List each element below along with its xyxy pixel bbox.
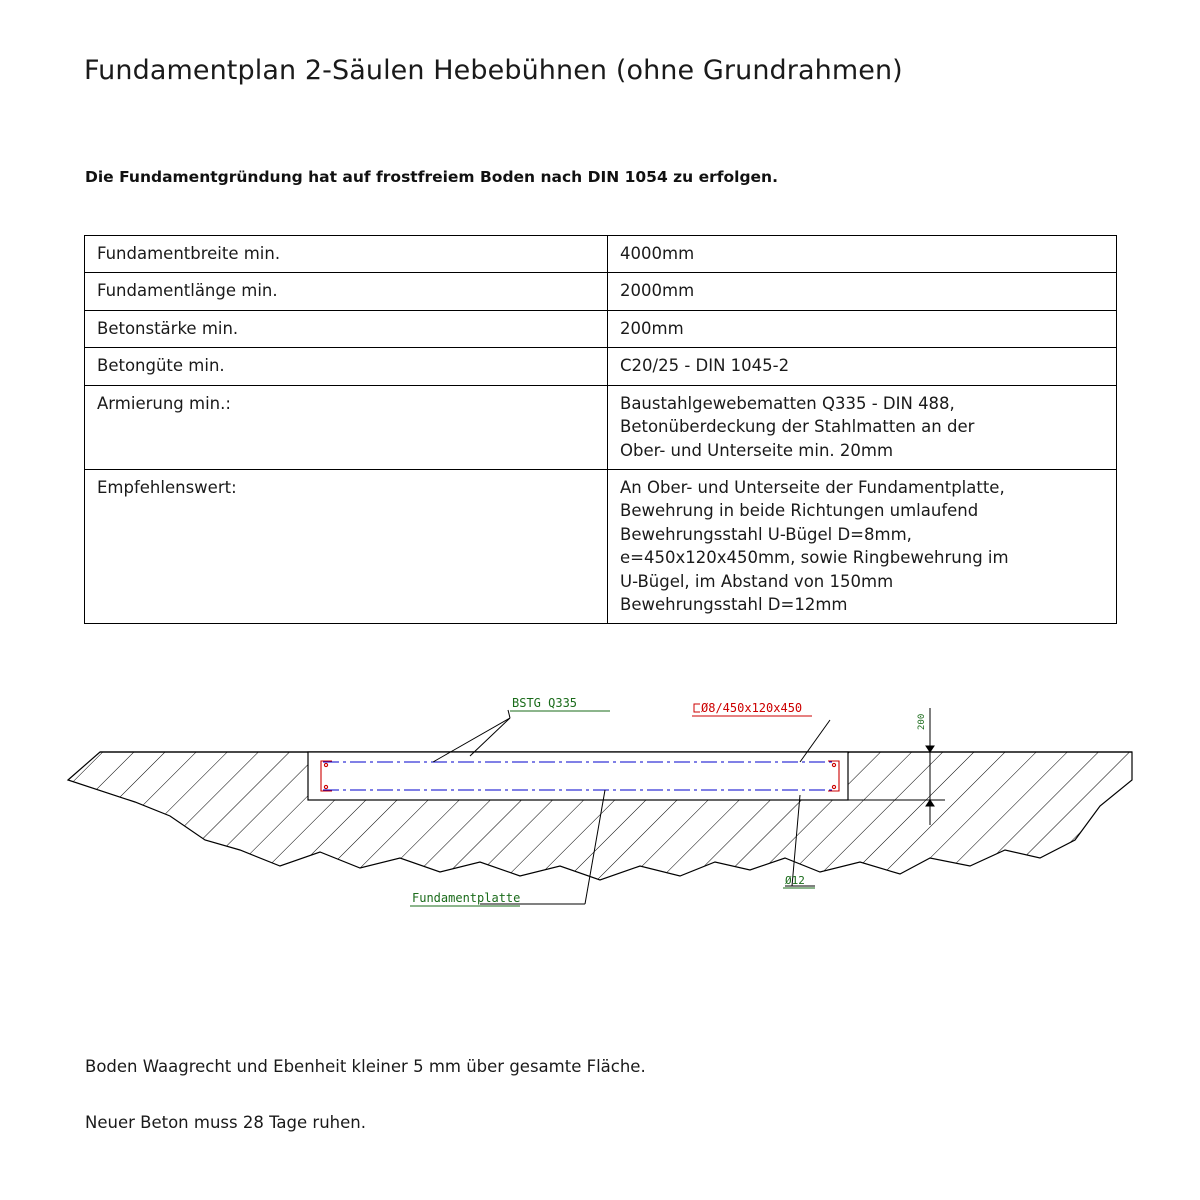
slab-label-group bbox=[410, 891, 520, 906]
table-row bbox=[85, 385, 1117, 469]
value-line: 2000mm bbox=[620, 281, 695, 301]
value-line: 4000mm bbox=[620, 244, 695, 263]
table-cell-key: Empfehlenswert: bbox=[85, 469, 608, 624]
value-line: C20/25 - DIN 1045-2 bbox=[620, 356, 790, 376]
value-line: Ober- und Unterseite min. 20mm bbox=[620, 440, 894, 460]
value-line: Bewehrung in beide Richtungen umlaufend bbox=[620, 501, 979, 521]
table-cell-key: Fundamentbreite min. bbox=[85, 236, 608, 273]
foundation-slab bbox=[308, 752, 848, 800]
value-line: 200mm bbox=[620, 318, 684, 338]
slab-label: Fundamentplatte bbox=[412, 891, 521, 905]
foundation-section-drawing bbox=[40, 690, 1160, 955]
value-line: Baustahlgewebematten Q335 - DIN 488, bbox=[620, 393, 955, 413]
intro-note: Die Fundamentgründung hat auf frostfreiem Boden nach DIN 1054 zu erfolgen. bbox=[85, 168, 778, 186]
rebar-label: Ø12 bbox=[785, 874, 805, 887]
table-cell-key: Betonstärke min. bbox=[85, 310, 608, 347]
footer-note-flatness: Boden Waagrecht und Ebenheit kleiner 5 mm über gesamte Fläche. bbox=[85, 1057, 646, 1076]
table-cell-value bbox=[608, 348, 1117, 385]
table-row bbox=[85, 236, 1117, 273]
value-line: U-Bügel, im Abstand von 150mm bbox=[620, 571, 894, 591]
table-cell-value bbox=[608, 273, 1117, 310]
page-title: Fundamentplan 2-Säulen Hebebühnen (ohne Grundrahmen) bbox=[84, 55, 903, 86]
value-line: Bewehrungsstahl D=12mm bbox=[620, 595, 848, 615]
table-cell-key: Armierung min.: bbox=[85, 385, 608, 469]
table-row bbox=[85, 310, 1117, 347]
value-line: Betonüberdeckung der Stahlmatten an der bbox=[620, 417, 975, 437]
table-row bbox=[85, 348, 1117, 385]
table-row bbox=[85, 469, 1117, 624]
stirrup-label: Ø8/450x120x450 bbox=[701, 701, 803, 715]
table-cell-value bbox=[608, 236, 1117, 273]
table-cell-key: Fundamentlänge min. bbox=[85, 273, 608, 310]
table-cell-key: Betongüte min. bbox=[85, 348, 608, 385]
table-cell-value bbox=[608, 310, 1117, 347]
stirrup-label-group bbox=[692, 701, 812, 716]
table-cell-value bbox=[608, 469, 1117, 624]
specification-table bbox=[84, 235, 1117, 624]
value-line: e=450x120x450mm, sowie Ringbewehrung im bbox=[620, 548, 1009, 568]
table-cell-value bbox=[608, 385, 1117, 469]
mesh-label-group bbox=[510, 696, 610, 711]
thickness-label: 200 bbox=[917, 713, 927, 730]
footer-note-curing: Neuer Beton muss 28 Tage ruhen. bbox=[85, 1113, 366, 1132]
value-line: Bewehrungsstahl U-Bügel D=8mm, bbox=[620, 524, 912, 544]
value-line: An Ober- und Unterseite der Fundamentplatte, bbox=[620, 477, 1005, 497]
table-row bbox=[85, 273, 1117, 310]
mesh-label: BSTG Q335 bbox=[512, 696, 578, 710]
